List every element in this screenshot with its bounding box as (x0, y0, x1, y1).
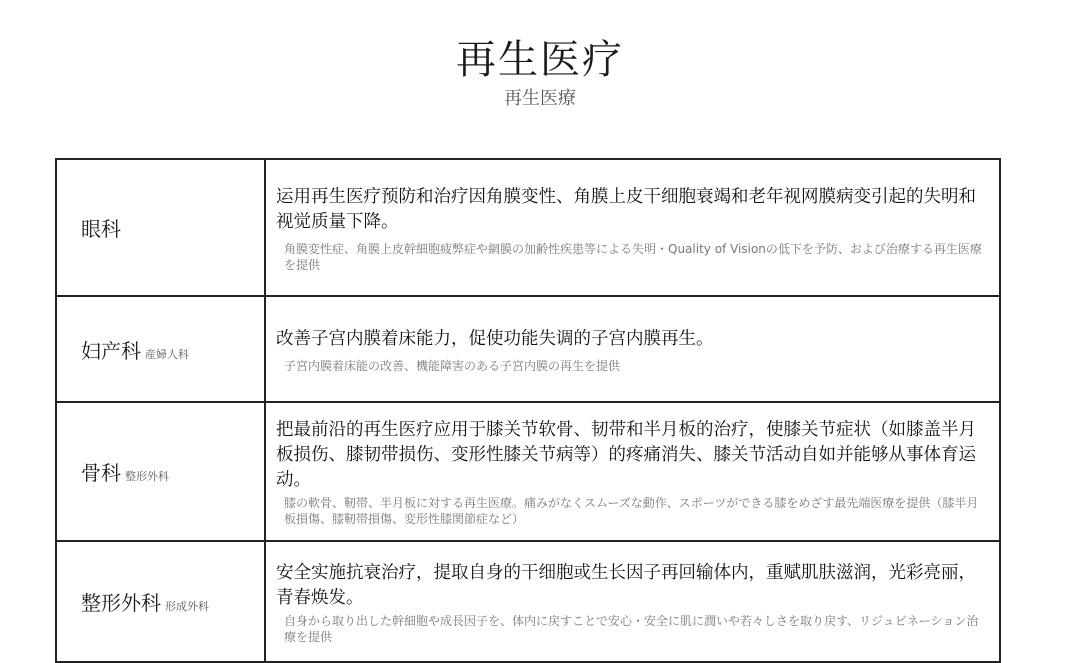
table-row-ophthalmology (56, 159, 1000, 296)
desc-cell (265, 402, 1000, 541)
description-chinese: 改善子宫内膜着床能力，促使功能失调的子宫内膜再生。 (276, 328, 714, 349)
dept-subname: 産婦人科 (145, 347, 189, 361)
table-row-obstetrics (56, 296, 1000, 402)
description-japanese: 角膜変性症、角膜上皮幹細胞疲弊症や網膜の加齢性疾患等による失明・Quality of Visionの低下を予防、および治療する再生医療を提供 (284, 241, 982, 272)
dept-subname: 形成外科 (165, 600, 209, 613)
dept-name: 骨科 (81, 461, 121, 485)
table-row-plastic-surgery (56, 541, 1000, 662)
dept-cell (56, 159, 265, 296)
description-japanese: 膝の軟骨、靭帯、半月板に対する再生医療。痛みがなくスムーズな動作、スポーツができる膝をめざす最先端医療を提供（膝半月板損傷、膝靭帯損傷、変形性膝関節症など） (284, 496, 979, 526)
desc-cell (265, 159, 1000, 296)
dept-cell (56, 296, 265, 402)
page-title: 再生医疗 (456, 37, 624, 83)
dept-name: 妇产科 (81, 338, 141, 363)
dept-name: 整形外科 (81, 591, 161, 615)
description-japanese: 自身から取り出した幹細胞や成長因子を、体内に戻すことで安心・安全に肌に潤いや若々しさを取り戻す、リジュビネーション治療を提供 (284, 613, 979, 644)
table-row-orthopedics (56, 402, 1000, 541)
department-table (55, 158, 1001, 663)
description-chinese: 运用再生医疗预防和治疗因角膜变性、角膜上皮干细胞衰竭和老年视网膜病变引起的失明和视觉质量下降。 (276, 186, 976, 232)
desc-cell (265, 296, 1000, 402)
dept-cell (56, 541, 265, 662)
description-chinese: 安全实施抗衰治疗，提取自身的干细胞或生长因子再回输体内，重赋肌肤滋润，光彩亮丽，青春焕发。 (276, 562, 976, 608)
description-japanese: 子宮内膜着床能の改善、機能障害のある子宮内膜の再生を提供 (284, 358, 621, 373)
dept-subname: 整形外科 (125, 470, 169, 483)
dept-name: 眼科 (81, 217, 121, 241)
desc-cell (265, 541, 1000, 662)
page-subtitle: 再生医療 (504, 88, 576, 109)
dept-cell (56, 402, 265, 541)
description-chinese: 把最前沿的再生医疗应用于膝关节软骨、韧带和半月板的治疗，使膝关节症状（如膝盖半月板损伤、膝韧带损伤、变形性膝关节病等）的疼痛消失、膝关节活动自如并能够从事体育运动。 (276, 420, 976, 490)
